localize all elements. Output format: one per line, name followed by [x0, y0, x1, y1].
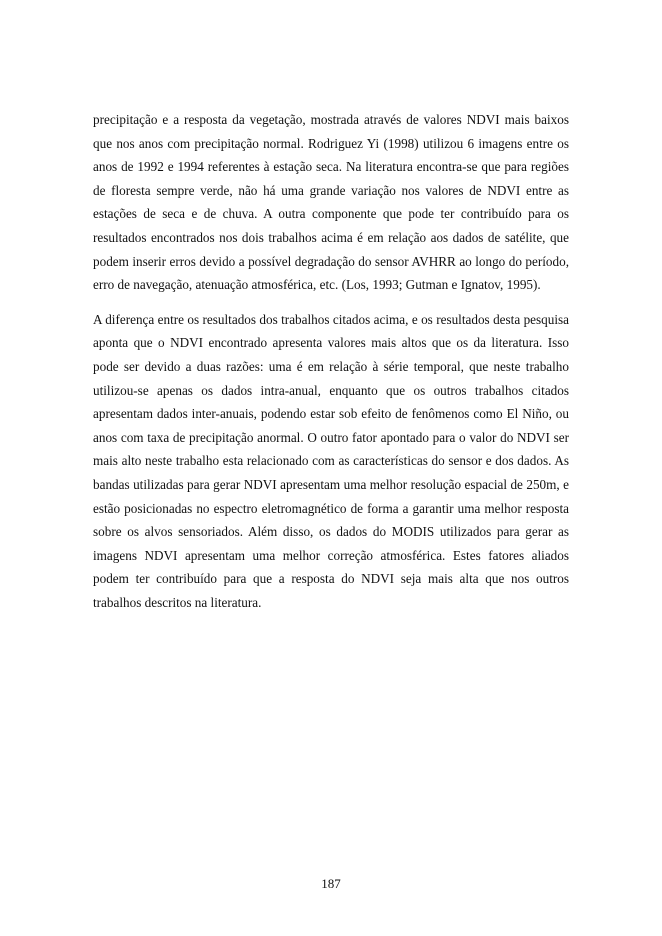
paragraph-2: A diferença entre os resultados dos trabalhos citados acima, e os resultados desta pesquisa aponta que o NDVI encontrado apresenta valores mais altos que os da literatura. Isso pode ser devido a duas razões: uma é em relação à série temporal, que neste trabalho utilizou-se apenas os dados intra-anual, enquanto que os outros trabalhos citados apresentam dados inter-anuais, podendo estar sob efeito de fenômenos como El Niño, ou anos com taxa de precipitação anormal. O outro fator apontado para o valor do NDVI ser mais alto neste trabalho esta relacionado com as características do sensor e dos dados. As bandas utilizadas para gerar NDVI apresentam uma melhor resolução espacial de 250m, e estão posicionadas no espectro eletromagnético de forma a garantir uma melhor resposta sobre os alvos sensoriados. Além disso, os dados do MODIS utilizados para gerar as imagens NDVI apresentam uma melhor correção atmosférica. Estes fatores aliados podem ter contribuído para que a resposta do NDVI seja mais alta que nos outros trabalhos descritos na literatura.	[93, 311, 569, 610]
paragraph-1: precipitação e a resposta da vegetação, mostrada através de valores NDVI mais baixos que nos anos com precipitação normal. Rodriguez Yi (1998) utilizou 6 imagens entre os anos de 1992 e 1994 referentes à estação seca. Na literatura encontra-se que para regiões de floresta sempre verde, não há uma grande variação nos valores de NDVI entre as estações de seca e de chuva. A outra componente que pode ter contribuído para os resultados encontrados nos dois trabalhos acima é em relação aos dados de satélite, que podem inserir erros devido a possível degradação do sensor AVHRR ao longo do período, erro de navegação, atenuação atmosférica, etc. (Los, 1993; Gutman e Ignatov, 1995).	[93, 112, 569, 293]
page-number: 187	[321, 876, 341, 891]
body-text	[93, 108, 569, 625]
